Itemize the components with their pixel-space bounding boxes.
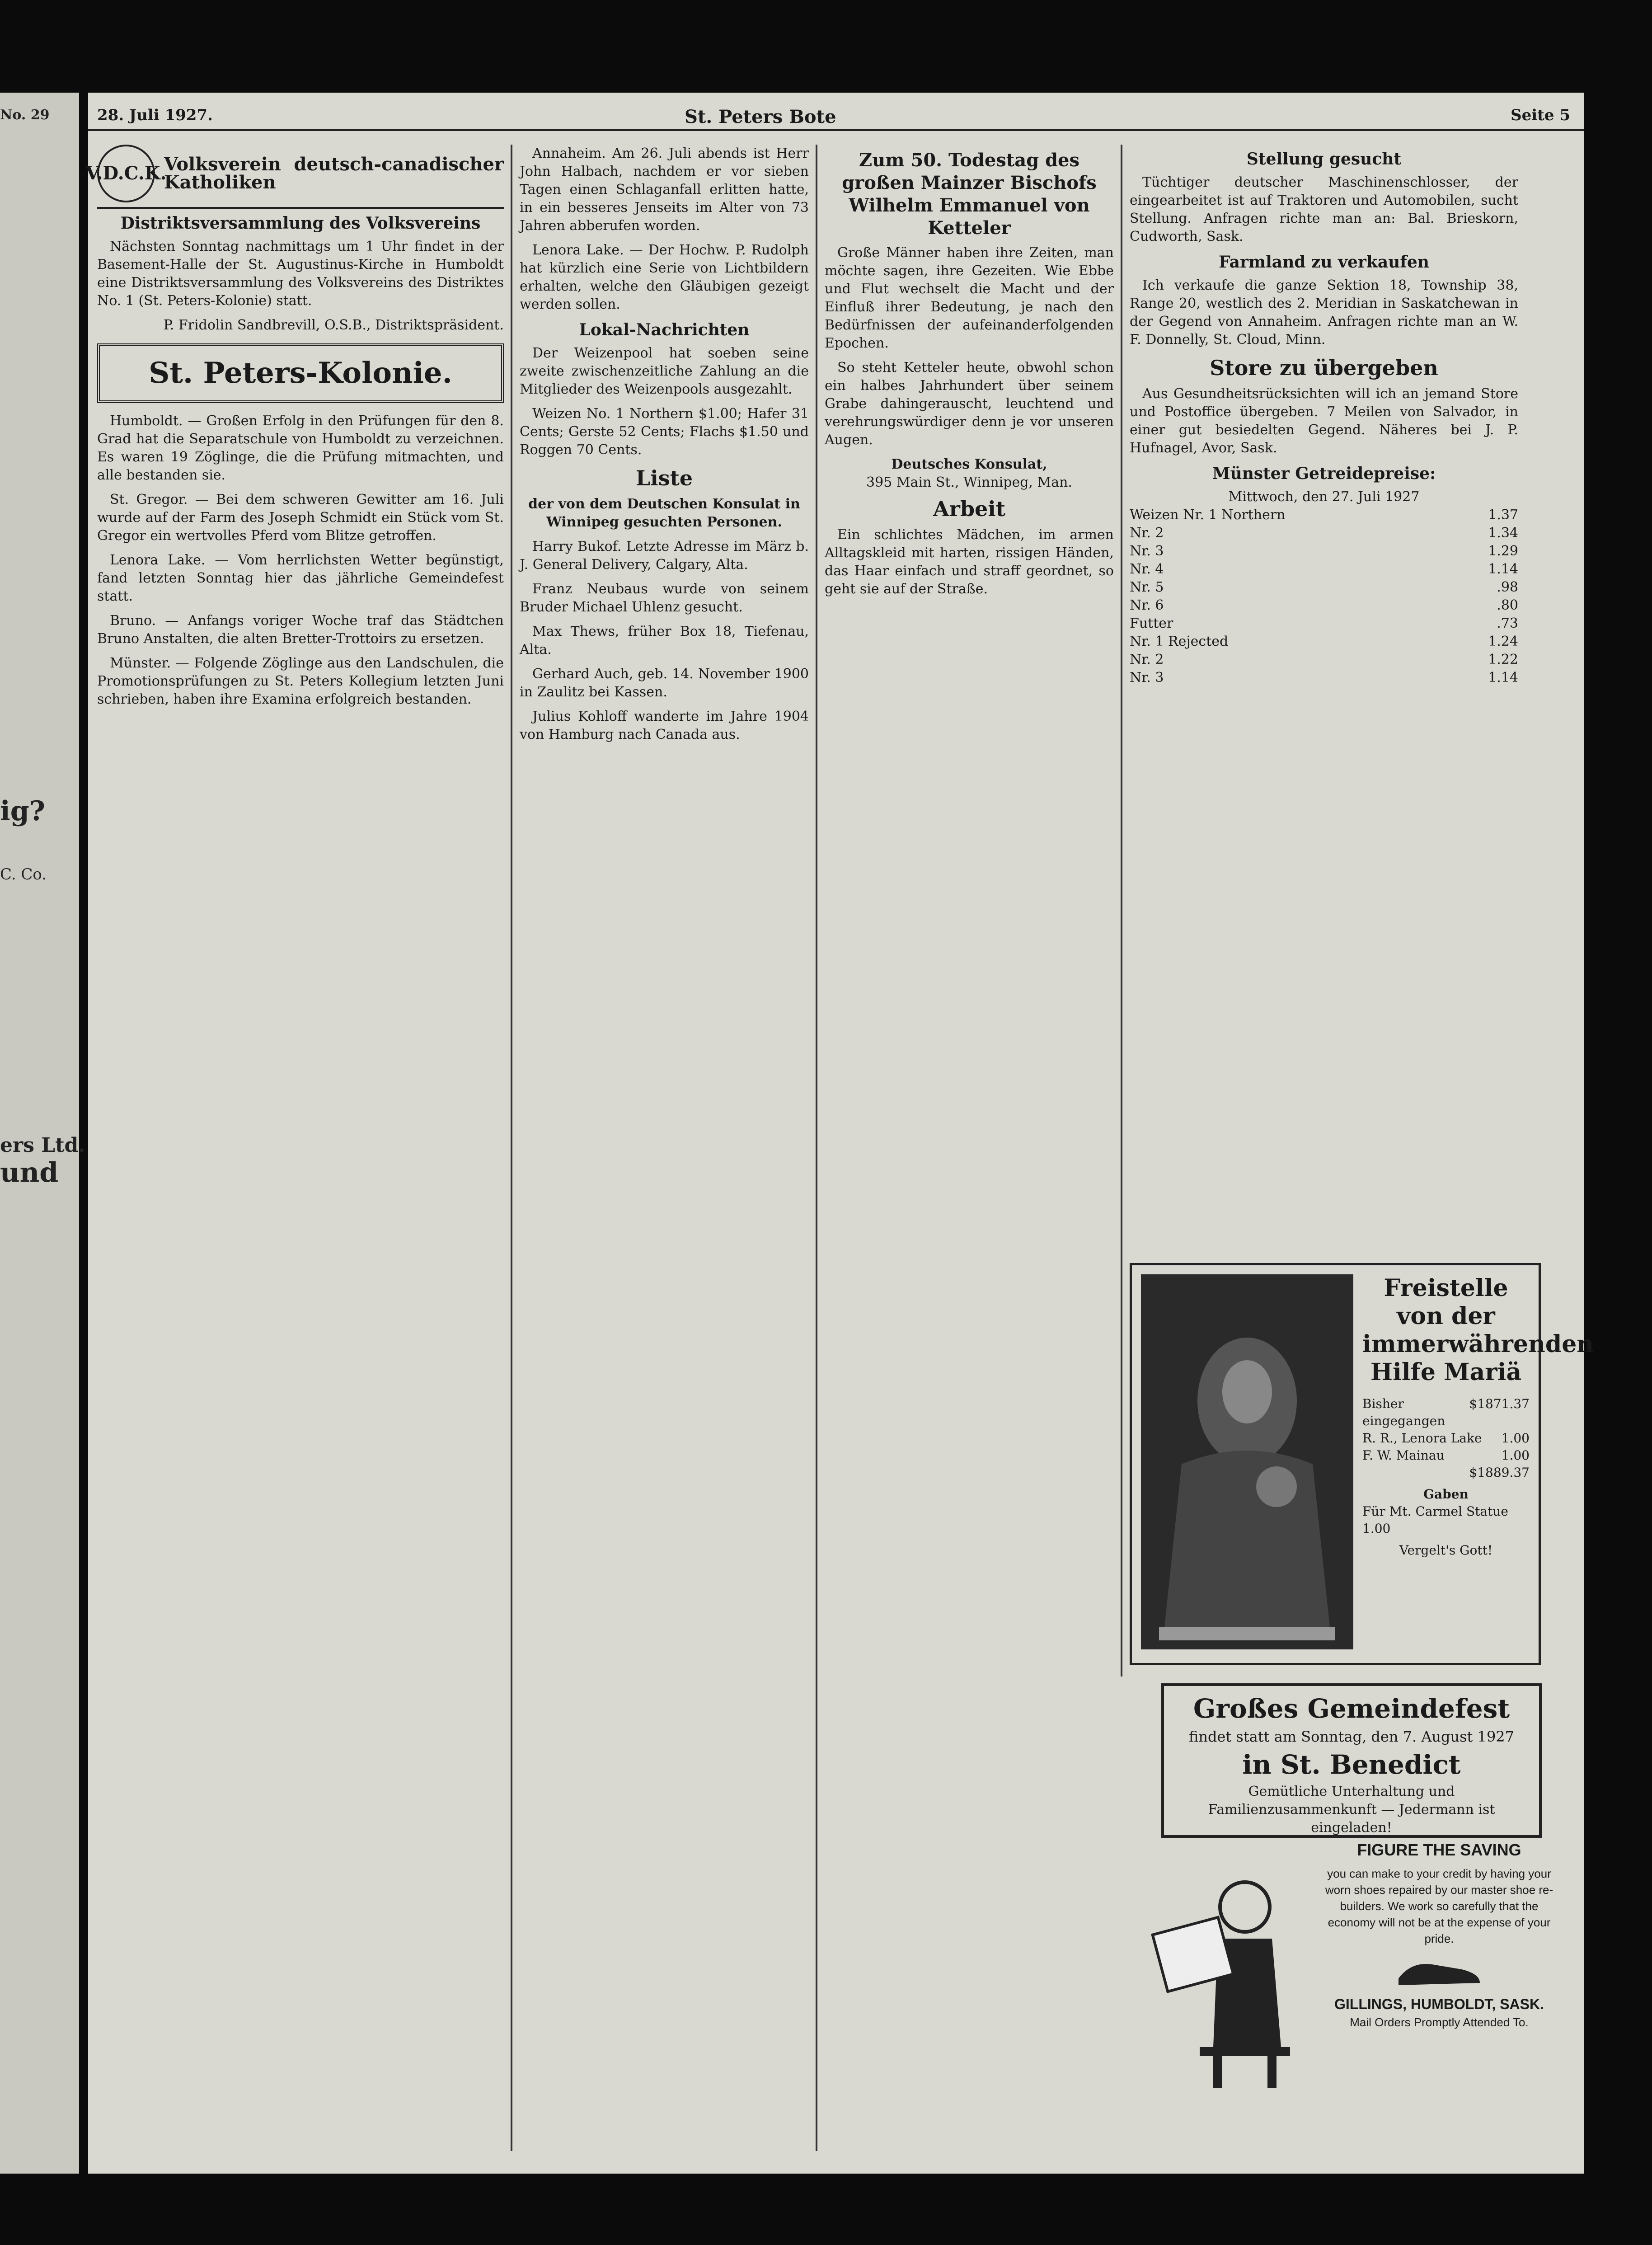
column-left [85,145,504,2151]
shoe-icon [1394,1951,1484,1992]
issue-date: 28. Juli 1927. [97,106,213,124]
kolonie-paragraph: Münster. — Folgende Zöglinge aus den Landschulen, die Promotionsprüfungen zu St. Peters Kollegium letzten Juni schrieben, haben ihre Examina erfolgreich bestanden. [97,655,504,707]
volksverein-header [85,145,504,209]
newspaper-page [85,93,1594,2174]
shoe-ad-title: FIGURE THE SAVING [1357,1841,1521,1859]
freistelle-row [1362,1395,1530,1430]
preise-value: .80 [1497,597,1518,613]
kolonie-paragraph: St. Gregor. — Bei dem schweren Gewitter am 16. Juli wurde auf der Farm des Joseph Schmidt ein Stück vom St. Gregor ein wertvolles Pferd vom Blitze getroffen. [97,492,504,544]
gemeindefest-title: Großes Gemeindefest [1193,1693,1510,1724]
kolonie-paragraph: Lenora Lake. — Vom herrlichsten Wetter begünstigt, fand letzten Sonntag hier das jährliche Gemeindefest statt. [97,552,504,604]
middle-paragraph: Annaheim. Am 26. Juli abends ist Herr John Halbach, nachdem er vor sieben Tagen einen Schlaganfall erlitten hatte, in ein besseres Jenseits im Alter von 73 Jahren abberufen worden. [520,146,809,234]
liste-item: Max Thews, früher Box 18, Tiefenau, Alta. [520,624,809,658]
gemeindefest-place: in St. Benedict [1242,1749,1461,1780]
farmland-heading: Farmland zu verkaufen [1219,253,1429,272]
preise-label: Nr. 3 [1130,543,1164,559]
liste-heading: Liste [635,466,693,490]
lokal-heading: Lokal-Nachrichten [579,320,750,339]
shoe-repair-text [1322,1839,1557,2030]
preise-row [1130,633,1518,651]
preise-label: Nr. 6 [1130,597,1164,613]
preise-label: Futter [1130,615,1173,631]
prev-page-number: No. 29 [0,107,50,123]
liste-item: Franz Neubaus wurde von seinem Bruder Michael Uhlenz gesucht. [520,581,809,615]
column-middle [520,145,809,2151]
preise-label: Nr. 2 [1130,525,1164,541]
preise-label: Nr. 2 [1130,652,1164,667]
distrikt-body: Nächsten Sonntag nachmittags um 1 Uhr findet in der Basement-Halle der St. Augustinus-Kirche in Humboldt eine Distriktsversammlung des Volksvereins des Distriktes No. 1 (St. Peters-Kolonie) statt. [97,239,504,309]
preise-value: .73 [1497,615,1518,631]
freistelle-row [1362,1430,1530,1447]
konsulat-line: Deutsches Konsulat, [891,456,1047,472]
preise-label: Nr. 3 [1130,670,1164,686]
preise-row [1130,560,1518,578]
gemeindefest-ad [1161,1683,1542,1838]
column-ketteler [825,145,1114,2151]
preise-row [1130,596,1518,615]
freistelle-row [1362,1447,1530,1464]
distrikt-headline: Distriktsversammlung des Volksvereins [120,214,481,233]
preise-value: 1.34 [1488,525,1518,541]
arbeit-heading: Arbeit [933,497,1006,521]
ketteler-paragraph: So steht Ketteler heute, obwohl schon ein halbes Jahrhundert über seinem Grabe dahingerauscht, leuchtend und verehrungswürdiger denn je vor unseren Augen. [825,360,1114,448]
thanks-line: Vergelt's Gott! [1399,1543,1493,1558]
preise-value: 1.22 [1488,652,1518,667]
preise-row [1130,669,1518,687]
gemeindefest-date: findet statt am Sonntag, den 7. August 1927 [1188,1728,1515,1745]
freistelle-rows [1362,1395,1530,1559]
distrikt-signature: P. Fridolin Sandbrevill, O.S.B., Distriktspräsident. [163,317,504,333]
paper-title: St. Peters Bote [685,106,836,127]
preise-value: 1.24 [1488,634,1518,649]
gaben-heading: Gaben [1423,1487,1469,1502]
liste-item: Harry Bukof. Letzte Adresse im März b. J. General Delivery, Calgary, Alta. [520,539,809,573]
column-rule [511,145,512,2151]
stellung-body: Tüchtiger deutscher Maschinenschlosser, der eingearbeitet ist auf Traktoren und Automobilen, sucht Stellung. Anfragen richte man an: Bal. Brieskorn, Cudworth, Sask. [1130,174,1518,244]
shoe-ad-shop: GILLINGS, HUMBOLDT, SASK. [1334,1996,1544,2012]
kolonie-paragraph: Humboldt. — Großen Erfolg in den Prüfungen für den 8. Grad hat die Separatschule von Humboldt zu verzeichnen. Es waren 19 Zöglinge, die die Prüfung mitmachten, und alle bestanden sie. [97,413,504,483]
freistelle-label: R. R., Lenora Lake [1362,1431,1482,1446]
ketteler-paragraph: Große Männer haben ihre Zeiten, man möchte sagen, ihre Gezeiten. Wie Ebbe und Flut wechselt die Macht und der Einfluß ihrer Bedeutung, je nach den Bedürfnissen der aufeinanderfolgenden Epochen. [825,245,1114,351]
madonna-icon [1141,1274,1353,1649]
ketteler-headline: Zum 50. Todestag des großen Mainzer Bischofs Wilhelm Emmanuel von Ketteler [842,150,1097,239]
preise-label: Nr. 5 [1130,579,1164,595]
preise-row [1130,578,1518,596]
farmland-body: Ich verkaufe die ganze Sektion 18, Township 38, Range 20, westlich des 2. Meridian in Saskatchewan in der Gegend von Annaheim. Anfragen richte man an W. F. Donnelly, St. Cloud, Minn. [1130,277,1518,348]
preise-label: Nr. 4 [1130,561,1164,577]
freistelle-value: 1.00 [1501,1448,1530,1463]
stellung-heading: Stellung gesucht [1246,150,1402,169]
prev-fragment: ers Ltd. [0,1134,85,1157]
preise-value: 1.29 [1488,543,1518,559]
preise-date: Mittwoch, den 27. Juli 1927 [1228,489,1420,505]
prev-fragment: C. Co. [0,865,47,883]
preise-row [1130,542,1518,560]
middle-paragraph: Lenora Lake. — Der Hochw. P. Rudolph hat kürzlich eine Serie von Lichtbildern erhalten, welche den Gläubigen gezeigt werden sollen. [520,242,809,312]
liste-item: Gerhard Auch, geb. 14. November 1900 in Zaulitz bei Kassen. [520,666,809,700]
liste-subheading: der von dem Deutschen Konsulat in Winnipeg gesuchten Personen. [528,496,800,530]
previous-page-strip [0,93,85,2174]
prev-fragment: ig? [0,795,45,827]
prev-fragment: und [0,1157,59,1188]
preise-value: .98 [1497,579,1518,595]
preise-label: Weizen Nr. 1 Northern [1130,507,1286,523]
prices-line: Weizen No. 1 Northern $1.00; Hafer 31 Cents; Gerste 52 Cents; Flachs $1.50 und Roggen 70 Cents. [520,406,809,458]
preise-row [1130,506,1518,524]
arbeit-text: Ein schlichtes Mädchen, im armen Alltagskleid mit harten, rissigen Händen, das Haar einfach und straff geordnet, so geht sie auf der Straße. [825,527,1114,597]
freistelle-value: $1871.37 [1469,1396,1530,1411]
freistelle-value: 1.00 [1501,1431,1530,1446]
preise-row [1130,615,1518,633]
gaben-row: Für Mt. Carmel Statue 1.00 [1362,1504,1508,1536]
shoe-ad-body: you can make to your credit by having your worn shoes repaired by our master shoe re-builders. We work so carefully that the economy will not be at the expense of your pride. [1325,1867,1553,1945]
preise-label: Nr. 1 Rejected [1130,634,1229,649]
preise-value: 1.14 [1488,561,1518,577]
preise-row [1130,524,1518,542]
column-rule [816,145,817,2151]
shoe-ad-mail: Mail Orders Promptly Attended To. [1350,2015,1529,2029]
freistelle-total: $1889.37 [1469,1465,1530,1480]
kolonie-banner: St. Peters-Kolonie. [97,343,504,403]
column-rule [1121,145,1122,1677]
man-reading-icon [1150,1857,1313,2092]
preise-row [1130,651,1518,669]
konsulat-address: 395 Main St., Winnipeg, Man. [866,474,1072,490]
freistelle-ad [1130,1263,1594,1665]
preise-table [1130,506,1518,687]
liste-item: Julius Kohloff wanderte im Jahre 1904 von Hamburg nach Canada aus. [520,709,809,742]
preise-value: 1.14 [1488,670,1518,686]
page-label: Seite 5 [1511,106,1570,124]
lokal-text: Der Weizenpool hat soeben seine zweite zwischenzeitliche Zahlung an die Mitglieder des Weizenpools ausgezahlt. [520,345,809,397]
store-heading: Store zu übergeben [1210,356,1438,380]
freistelle-text [1362,1274,1594,1559]
volksverein-logo: V.D.C.K. [97,145,155,202]
gemeindefest-invite: Gemütliche Unterhaltung und Familienzusammenkunft — Jedermann ist eingeladen! [1208,1784,1495,1836]
preise-value: 1.37 [1488,507,1518,523]
freistelle-label: Bisher eingegangen [1362,1396,1446,1428]
preise-heading: Münster Getreidepreise: [1212,464,1436,483]
kolonie-paragraph: Bruno. — Anfangs voriger Woche traf das Städtchen Bruno Anstalten, die alten Bretter-Trottoirs zu ersetzen. [97,613,504,647]
shoe-repair-ad [1141,1839,1561,2106]
masthead [88,102,1584,131]
volksverein-title: Volksverein deutsch-canadischer Katholiken [164,154,504,193]
freistelle-title: Freistelle von der immerwährenden Hilfe Mariä [1362,1274,1594,1386]
freistelle-label: F. W. Mainau [1362,1448,1445,1463]
madonna-image [1141,1274,1353,1649]
store-body: Aus Gesundheitsrücksichten will ich an jemand Store und Postoffice übergeben. 7 Meilen von Salvador, in einer gut besiedelten Gegend. Näheres bei J. P. Hufnagel, Avor, Sask. [1130,386,1518,456]
